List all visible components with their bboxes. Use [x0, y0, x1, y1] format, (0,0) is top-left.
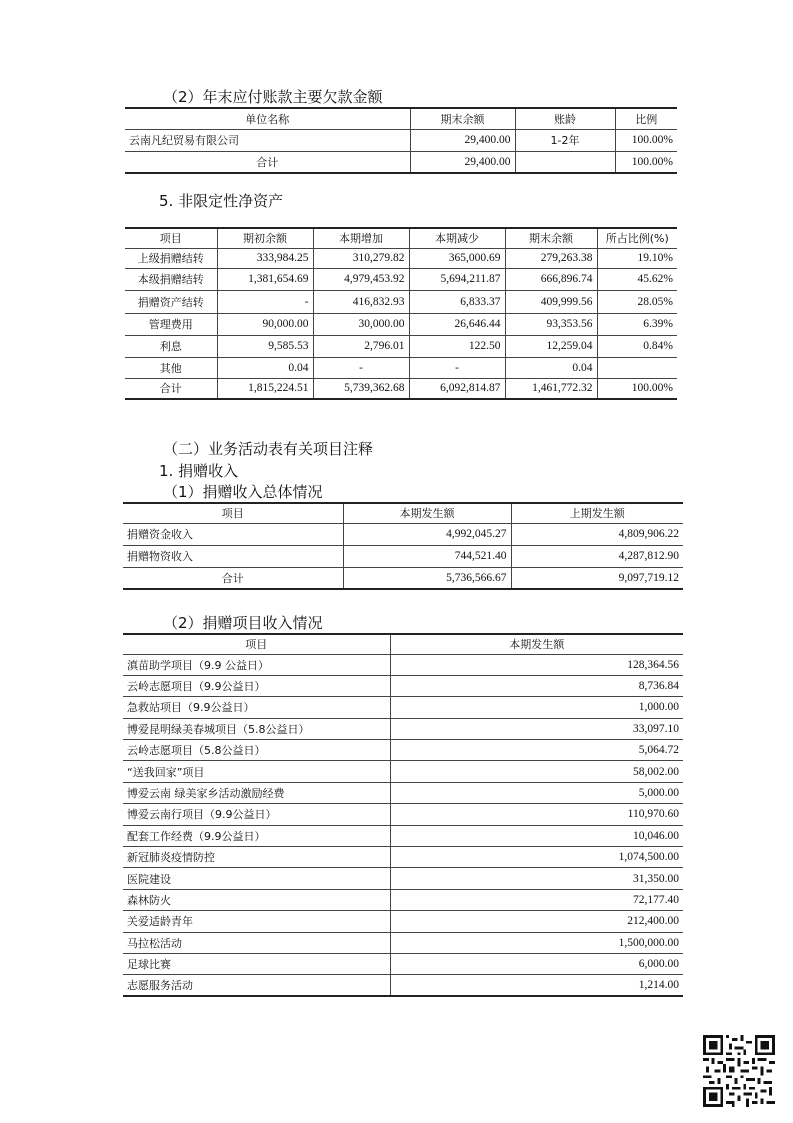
cell: 5,736,566.67 — [343, 567, 511, 589]
payables-heading: （2）年末应付账款主要欠款金额 — [163, 88, 383, 106]
cell: 1,500,000.00 — [390, 932, 683, 953]
cell — [515, 151, 615, 173]
cell: 33,097.10 — [390, 718, 683, 739]
cell: 58,002.00 — [390, 761, 683, 782]
cell: 博爱云南 绿美家乡活动激励经费 — [123, 782, 390, 803]
cell: 72,177.40 — [390, 889, 683, 910]
net-assets-heading: 5. 非限定性净资产 — [159, 192, 284, 210]
cell: 捐赠资产结转 — [125, 290, 217, 313]
col-header: 单位名称 — [125, 108, 410, 129]
cell: 744,521.40 — [343, 545, 511, 567]
cell: 其他 — [125, 357, 217, 378]
table-row — [125, 357, 677, 378]
table-row — [123, 782, 683, 803]
cell: 5,739,362.68 — [313, 378, 409, 399]
col-header: 上期发生额 — [511, 503, 683, 523]
table-row — [123, 761, 683, 782]
col-header: 期末余额 — [505, 228, 597, 248]
cell: 志愿服务活动 — [123, 975, 390, 996]
cell: 365,000.69 — [409, 248, 505, 268]
cell: 122.50 — [409, 335, 505, 357]
cell: 合计 — [123, 567, 343, 589]
col-header: 项目 — [123, 503, 343, 523]
cell: 1-2年 — [515, 129, 615, 151]
cell: 医院建设 — [123, 868, 390, 889]
cell: 100.00% — [615, 151, 677, 173]
col-header: 本期减少 — [409, 228, 505, 248]
cell: - — [217, 290, 313, 313]
cell: 森林防火 — [123, 889, 390, 910]
table-header-row — [125, 228, 677, 248]
table-row — [125, 290, 677, 313]
cell: 93,353.56 — [505, 313, 597, 335]
cell: 云岭志愿项目（9.9公益日） — [123, 675, 390, 696]
cell: 9,097,719.12 — [511, 567, 683, 589]
table-row — [123, 804, 683, 825]
cell: 212,400.00 — [390, 911, 683, 932]
cell: 合计 — [125, 151, 410, 173]
table-header-row — [123, 503, 683, 523]
table-row — [123, 654, 683, 675]
table-header-row — [123, 634, 683, 654]
cell: 279,263.38 — [505, 248, 597, 268]
cell: 1,815,224.51 — [217, 378, 313, 399]
cell: 0.84% — [597, 335, 677, 357]
cell: 合计 — [125, 378, 217, 399]
cell: 滇苗助学项目（9.9 公益日） — [123, 654, 390, 675]
cell — [597, 357, 677, 378]
cell: 26,646.44 — [409, 313, 505, 335]
cell: 10,046.00 — [390, 825, 683, 846]
col-header: 比例 — [615, 108, 677, 129]
cell: 捐赠物资收入 — [123, 545, 343, 567]
cell: 急救站项目（9.9公益日） — [123, 697, 390, 718]
table-row — [123, 847, 683, 868]
cell: 4,979,453.92 — [313, 268, 409, 290]
section2-heading: （二）业务活动表有关项目注释 — [163, 440, 374, 458]
cell: 29,400.00 — [410, 129, 515, 151]
cell: 1,461,772.32 — [505, 378, 597, 399]
cell: 新冠肺炎疫情防控 — [123, 847, 390, 868]
col-header: 项目 — [125, 228, 217, 248]
cell: 0.04 — [505, 357, 597, 378]
cell: - — [409, 357, 505, 378]
cell: 捐赠资金收入 — [123, 523, 343, 545]
donation-overall-heading: （1）捐赠收入总体情况 — [163, 483, 323, 501]
cell: 28.05% — [597, 290, 677, 313]
cell: 45.62% — [597, 268, 677, 290]
cell: 110,970.60 — [390, 804, 683, 825]
cell: 1,214.00 — [390, 975, 683, 996]
table-row — [123, 975, 683, 996]
table-row — [125, 268, 677, 290]
cell: 云南凡纪贸易有限公司 — [125, 129, 410, 151]
cell: 0.04 — [217, 357, 313, 378]
cell: 利息 — [125, 335, 217, 357]
cell: - — [313, 357, 409, 378]
cell: 2,796.01 — [313, 335, 409, 357]
donation-projects-heading: （2）捐赠项目收入情况 — [163, 614, 323, 632]
cell: 云岭志愿项目（5.8公益日） — [123, 740, 390, 761]
cell: 本级捐赠结转 — [125, 268, 217, 290]
cell: 1,074,500.00 — [390, 847, 683, 868]
cell: 409,999.56 — [505, 290, 597, 313]
cell: 博爱昆明绿美春城项目（5.8公益日） — [123, 718, 390, 739]
table-row — [123, 889, 683, 910]
table-row — [125, 248, 677, 268]
donation-income-heading: 1. 捐赠收入 — [159, 462, 239, 480]
cell: 128,364.56 — [390, 654, 683, 675]
table-row — [123, 825, 683, 846]
table-row — [123, 675, 683, 696]
cell: 马拉松活动 — [123, 932, 390, 953]
table-total-row — [125, 378, 677, 399]
table-row — [125, 313, 677, 335]
table-total-row — [125, 151, 677, 173]
table-row — [123, 953, 683, 974]
net-assets-table — [125, 227, 677, 400]
cell: 6,833.37 — [409, 290, 505, 313]
cell: 6,000.00 — [390, 953, 683, 974]
table-row — [123, 545, 683, 567]
cell: 100.00% — [597, 378, 677, 399]
col-header: 本期发生额 — [343, 503, 511, 523]
cell: 博爱云南行项目（9.9公益日） — [123, 804, 390, 825]
cell: 6,092,814.87 — [409, 378, 505, 399]
table-header-row — [125, 108, 677, 129]
col-header: 账龄 — [515, 108, 615, 129]
col-header: 期末余额 — [410, 108, 515, 129]
col-header: 项目 — [123, 634, 390, 654]
payables-table — [125, 107, 677, 174]
cell: 90,000.00 — [217, 313, 313, 335]
cell: 29,400.00 — [410, 151, 515, 173]
col-header: 本期增加 — [313, 228, 409, 248]
donation-projects-table — [123, 633, 683, 997]
cell: 1,381,654.69 — [217, 268, 313, 290]
donation-overall-table — [123, 502, 683, 590]
table-row — [125, 335, 677, 357]
cell: 1,000.00 — [390, 697, 683, 718]
cell: 100.00% — [615, 129, 677, 151]
cell: 666,896.74 — [505, 268, 597, 290]
col-header: 本期发生额 — [390, 634, 683, 654]
cell: 30,000.00 — [313, 313, 409, 335]
cell: 管理费用 — [125, 313, 217, 335]
cell: 310,279.82 — [313, 248, 409, 268]
cell: 5,694,211.87 — [409, 268, 505, 290]
cell: 4,287,812.90 — [511, 545, 683, 567]
cell: 333,984.25 — [217, 248, 313, 268]
cell: 配套工作经费（9.9公益日） — [123, 825, 390, 846]
col-header: 期初余额 — [217, 228, 313, 248]
table-row — [123, 523, 683, 545]
col-header: 所占比例(%) — [597, 228, 677, 248]
table-row — [123, 740, 683, 761]
cell: 关爱适龄青年 — [123, 911, 390, 932]
table-row — [123, 868, 683, 889]
cell: 足球比赛 — [123, 953, 390, 974]
cell: 19.10% — [597, 248, 677, 268]
cell: 416,832.93 — [313, 290, 409, 313]
cell: 4,992,045.27 — [343, 523, 511, 545]
table-row — [123, 697, 683, 718]
table-row — [123, 911, 683, 932]
cell: 5,064.72 — [390, 740, 683, 761]
qr-code-icon — [703, 1035, 775, 1107]
table-row — [123, 718, 683, 739]
cell: 上级捐赠结转 — [125, 248, 217, 268]
cell: 6.39% — [597, 313, 677, 335]
table-row — [125, 129, 677, 151]
table-total-row — [123, 567, 683, 589]
cell: 12,259.04 — [505, 335, 597, 357]
cell: 5,000.00 — [390, 782, 683, 803]
table-row — [123, 932, 683, 953]
cell: 4,809,906.22 — [511, 523, 683, 545]
cell: 9,585.53 — [217, 335, 313, 357]
cell: 8,736.84 — [390, 675, 683, 696]
cell: 31,350.00 — [390, 868, 683, 889]
cell: “送我回家”项目 — [123, 761, 390, 782]
